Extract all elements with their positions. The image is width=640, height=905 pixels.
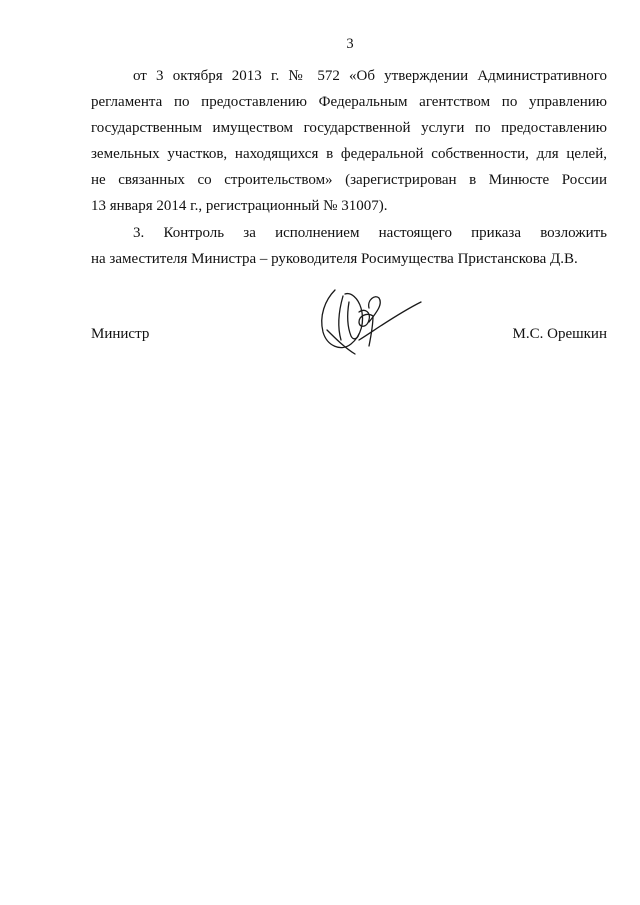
signature-block: [91, 320, 607, 360]
text-line: земельных участков, находящихся в федеральной собственности, для целей,: [91, 146, 607, 162]
signer-name: М.С. Орешкин: [512, 326, 607, 342]
text-line: регламента по предоставлению Федеральным агентством по управлению: [91, 94, 607, 110]
text-line: 13 января 2014 г., регистрационный № 31007).: [91, 198, 388, 214]
page-number: 3: [346, 36, 354, 52]
paragraph-control-clause: [91, 220, 607, 272]
handwritten-signature-icon: [313, 282, 425, 360]
text-line: не связанных со строительством» (зарегистрирован в Минюсте России: [91, 172, 607, 188]
text-line: на заместителя Министра – руководителя Росимущества Пристанскова Д.В.: [91, 251, 578, 267]
text-line: от 3 октября 2013 г. № 572 «Об утверждении Административного: [133, 68, 607, 84]
paragraph-regulation-reference: [91, 63, 607, 219]
text-line: 3. Контроль за исполнением настоящего приказа возложить: [133, 225, 607, 241]
text-line: государственным имуществом государственной услуги по предоставлению: [91, 120, 607, 136]
signer-title: Министр: [91, 326, 150, 342]
